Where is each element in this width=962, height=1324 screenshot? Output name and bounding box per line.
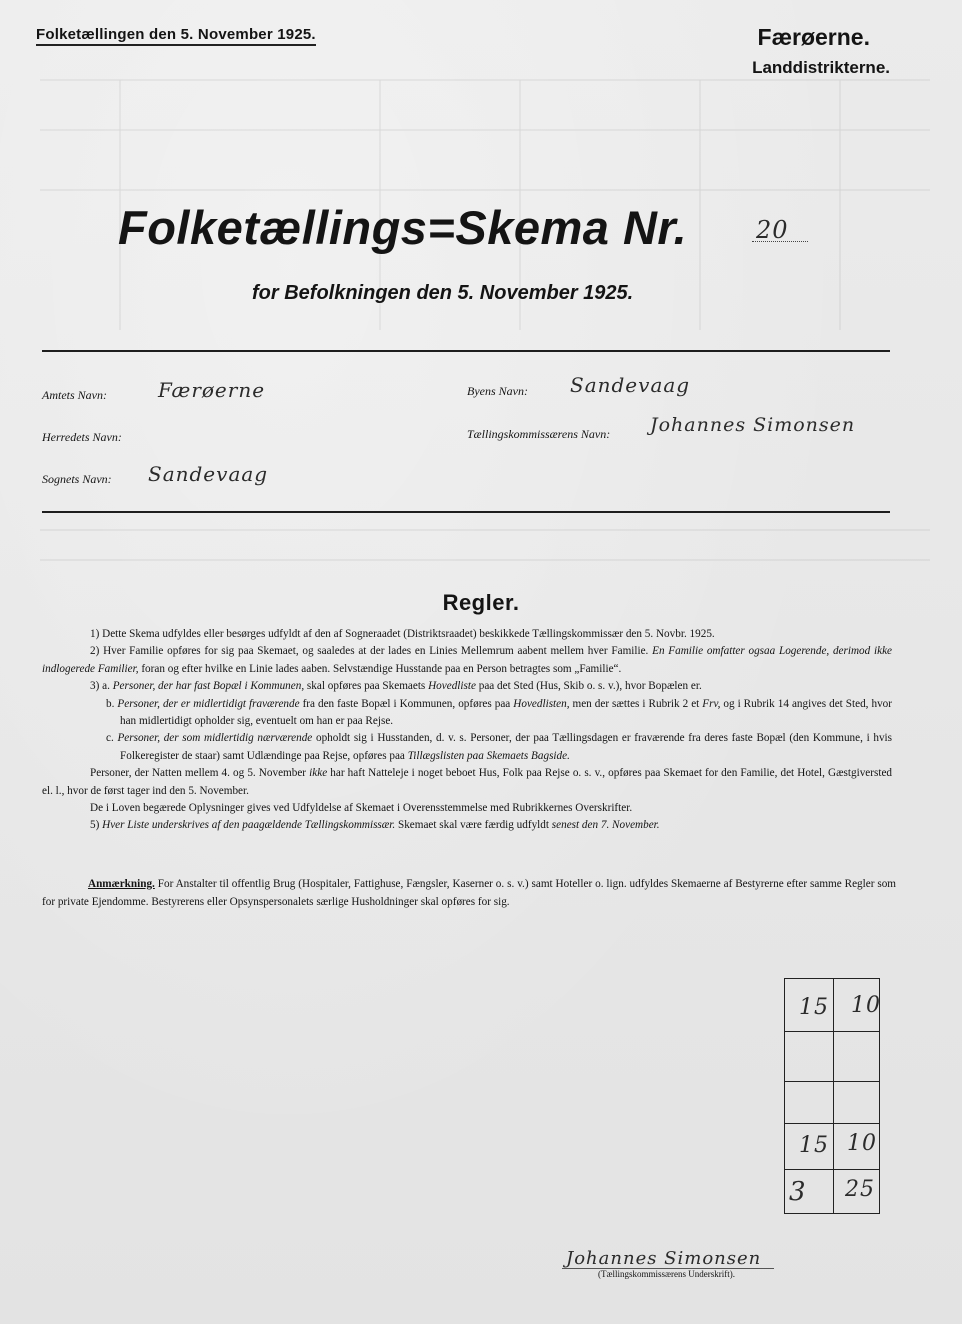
rule-3a: 3) a. Personer, der har fast Bopæl i Kommunen, skal opføres paa Skemaets Hovedliste paa det Sted (Hus, Skib o. s. v.), hvor Bopælen er. <box>90 680 702 693</box>
form-number-handwritten: 20 <box>756 216 789 244</box>
rule-4: Personer, der Natten mellem 4. og 5. November ikke har haft Natteleje i noget beboet Hus, Folk paa Rejse o. s. v., opføres paa Skemaet for den Familie, det Hotel, Gæstgiversted el. l., hvor de først tager ind den 5. November. <box>42 767 893 797</box>
rule-1: 1) Dette Skema udfyldes eller besørges udfyldt af den af Sogneraadet (Distriktsraadet) beskikkede Tællingskommissær den 5. Novbr. 1925. <box>90 628 715 640</box>
tally-bottom-right: 25 <box>845 1177 875 1202</box>
tally-r1-right: 10 <box>851 993 881 1018</box>
by-label: Byens Navn: <box>467 384 528 398</box>
tally-grid <box>784 978 880 1214</box>
sogn-label: Sognets Navn: <box>42 472 112 486</box>
tally-r1-left: 15 <box>799 995 829 1020</box>
by-value[interactable]: Sandevaag <box>570 373 691 397</box>
signature-handwritten: Johannes Simonsen <box>566 1248 762 1269</box>
tally-r4-left: 15 <box>799 1133 829 1158</box>
amt-label: Amtets Navn: <box>42 388 107 402</box>
divider-top <box>42 350 890 352</box>
divider-bottom <box>42 511 890 513</box>
sogn-value[interactable]: Sandevaag <box>148 462 269 486</box>
region-label: Færøerne. <box>757 24 870 50</box>
rules-body <box>42 626 892 835</box>
rules-heading: Regler. <box>442 590 520 615</box>
herred-label: Herredets Navn: <box>42 430 122 444</box>
rule-3c: c. Personer, der som midlertidig nærværende opholdt sig i Husstanden, d. v. s. Personer, der paa Tællingsdagen er fraværende fra deres faste Bopæl (den Kommune, i hvis Folkeregister de staar) samt Udlændinge paa Rejse, opføres paa Tillægslisten paa Skemaets Bagside. <box>106 732 893 762</box>
form-subtitle: for Befolkningen den 5. November 1925. <box>252 282 634 304</box>
rule-5: De i Loven begærede Oplysninger gives ved Udfyldelse af Skemaet i Overensstemmelse med Rubrikkernes Overskrifter. <box>90 802 633 815</box>
signature-caption: (Tællingskommissærens Underskrift). <box>598 1269 735 1279</box>
district-label: Landdistrikterne. <box>752 58 890 77</box>
kommissaer-value[interactable]: Johannes Simonsen <box>650 414 856 436</box>
amt-value[interactable]: Færøerne <box>158 378 266 402</box>
tally-divider-row1 <box>785 1031 879 1032</box>
form-title: Folketællings=Skema Nr. <box>118 201 688 254</box>
tally-divider-row3 <box>785 1123 879 1124</box>
rule-2: 2) Hver Familie opføres for sig paa Skemaet, og saaledes at der lades en Linies Mellemrum aabent mellem hver Familie. En Familie omfatter ogsaa Logerende, derimod ikke indlogerede Familier, foran og efter hvilke en Linie lades aaben. Selvstændige Husstande paa en Person betragtes som „Familie“. <box>42 645 892 675</box>
tally-divider-row4 <box>785 1169 879 1170</box>
tally-bottom-left: 3 <box>789 1177 807 1207</box>
note-label: Anmærkning. <box>88 878 155 890</box>
census-date-label: Folketællingen den 5. November 1925. <box>36 26 316 46</box>
rule-6: 5) Hver Liste underskrives af den paagældende Tællingskommissær. Skemaet skal være færdig udfyldt senest den 7. November. <box>90 819 660 832</box>
tally-divider-vertical <box>833 979 834 1213</box>
kommissaer-label: Tællingskommissærens Navn: <box>467 427 611 441</box>
note-text: For Anstalter til offentlig Brug (Hospitaler, Fattighuse, Fængsler, Kaserner o. s. v.) samt Hoteller o. lign. udfyldes Skemaerne af Bestyrerne efter samme Regler som for private Ejendomme. Bestyrerens eller Opsynspersonalets særlige Husholdninger skal opføres for sig. <box>42 878 896 908</box>
annotation-note <box>42 876 896 911</box>
rule-3b: b. Personer, der er midlertidigt fraværende fra den faste Bopæl i Kommunen, opføres paa Hovedlisten, men der sættes i Rubrik 2 et Frv, og i Rubrik 14 angives det Sted, hvor han midlertidigt opholder sig, eventuelt om han er paa Rejse. <box>106 697 892 728</box>
tally-r4-right: 10 <box>847 1131 877 1156</box>
tally-divider-row2 <box>785 1081 879 1082</box>
